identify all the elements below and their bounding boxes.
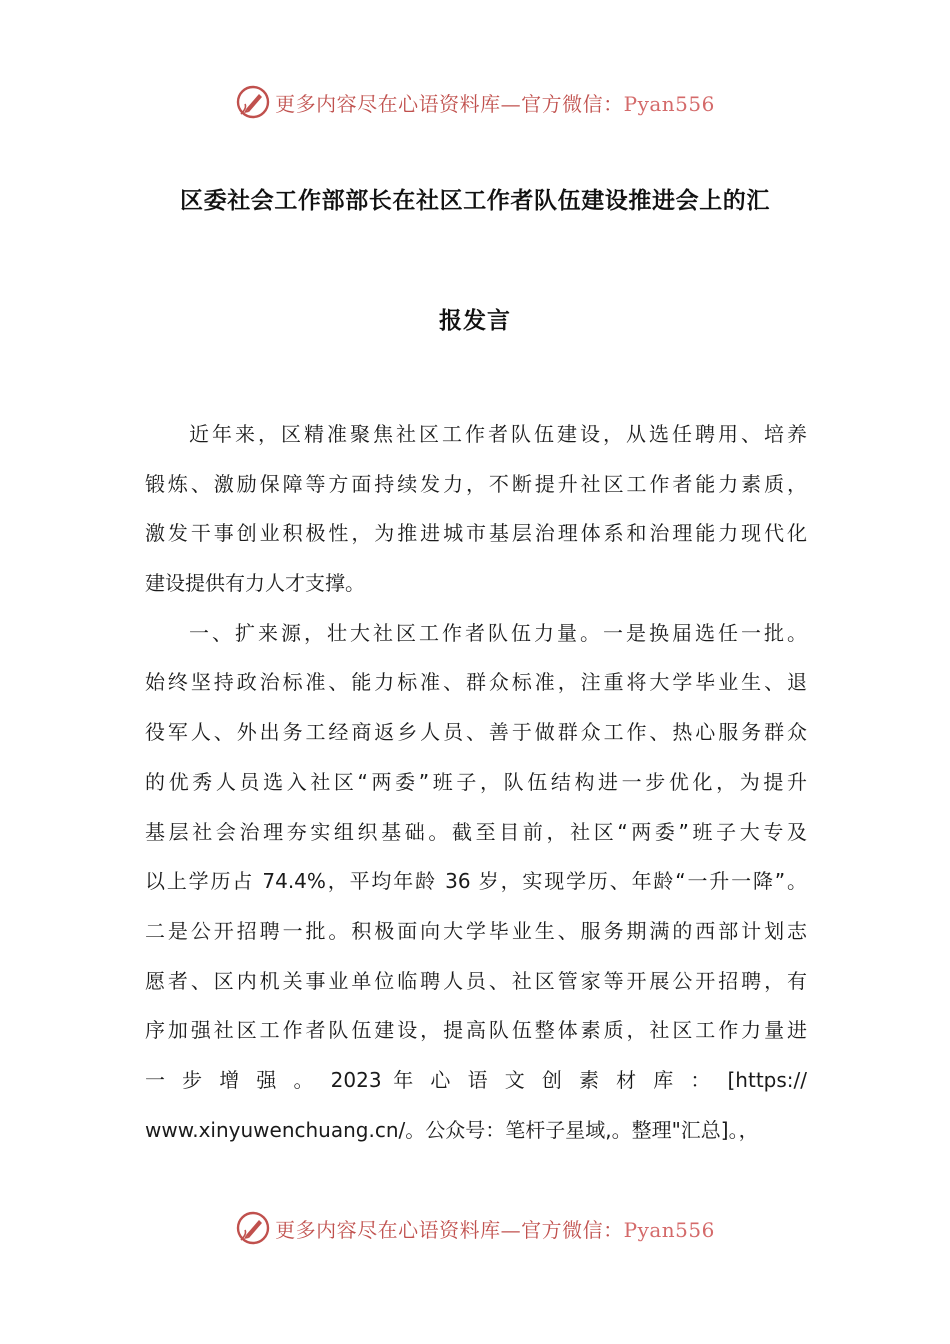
body-line: 近年来，区精准聚焦社区工作者队伍建设，从选任聘用、培养: [189, 422, 807, 446]
page-title-line-2: 报发言: [439, 308, 511, 334]
body-line: 激发干事创业积极性，为推进城市基层治理体系和治理能力现代化: [145, 521, 807, 546]
body-line: 愿者、区内机关事业单位临聘人员、社区管家等开展公开招聘，有: [145, 968, 807, 993]
pen-logo-icon: [235, 1210, 271, 1246]
body-line: 基层社会治理夯实组织基础。截至目前，社区“两委”班子大专及: [145, 819, 807, 844]
body-line: 建设提供有力人才支撑。: [145, 571, 365, 596]
body-line: 一 步 增 强 。 2023 年 心 语 文 创 素 材 库 ： [https://: [145, 1067, 807, 1092]
body-line: 役军人、外出务工经商返乡人员、善于做群众工作、热心服务群众: [145, 720, 807, 745]
body-line: 始终坚持政治标准、能力标准、群众标准，注重将大学毕业生、退: [145, 670, 807, 695]
body-line: 二是公开招聘一批。积极面向大学毕业生、服务期满的西部计划志: [145, 918, 807, 943]
wechat-id: Pyan556: [623, 1217, 715, 1242]
body-line: www.xinyuwenchuang.cn/。公众号：笔杆子星域,。整理"汇总]。，: [145, 1117, 759, 1142]
body-line: 的优秀人员选入社区“两委”班子，队伍结构进一步优化，为提升: [145, 769, 807, 794]
pen-logo-icon: [235, 84, 271, 120]
banner-text: 更多内容尽在心语资料库—官方微信：Pyan556: [275, 1217, 715, 1242]
body-line: 序加强社区工作者队伍建设，提高队伍整体素质，社区工作力量进: [145, 1018, 807, 1043]
body-line: 以上学历占 74.4%，平均年龄 36 岁，实现学历、年龄“一升一降”。: [145, 869, 807, 894]
article-body: [145, 414, 807, 1159]
wechat-id: Pyan556: [623, 91, 715, 116]
page-title-line-1: 区委社会工作部部长在社区工作者队伍建设推进会上的汇: [180, 188, 770, 214]
banner-text: 更多内容尽在心语资料库—官方微信：Pyan556: [275, 91, 715, 116]
body-line: 锻炼、激励保障等方面持续发力，不断提升社区工作者能力素质，: [145, 471, 807, 496]
header-banner: [0, 82, 950, 122]
body-line: 一、扩来源，壮大社区工作者队伍力量。一是换届选任一批。: [189, 620, 807, 645]
footer-banner: [0, 1208, 950, 1248]
